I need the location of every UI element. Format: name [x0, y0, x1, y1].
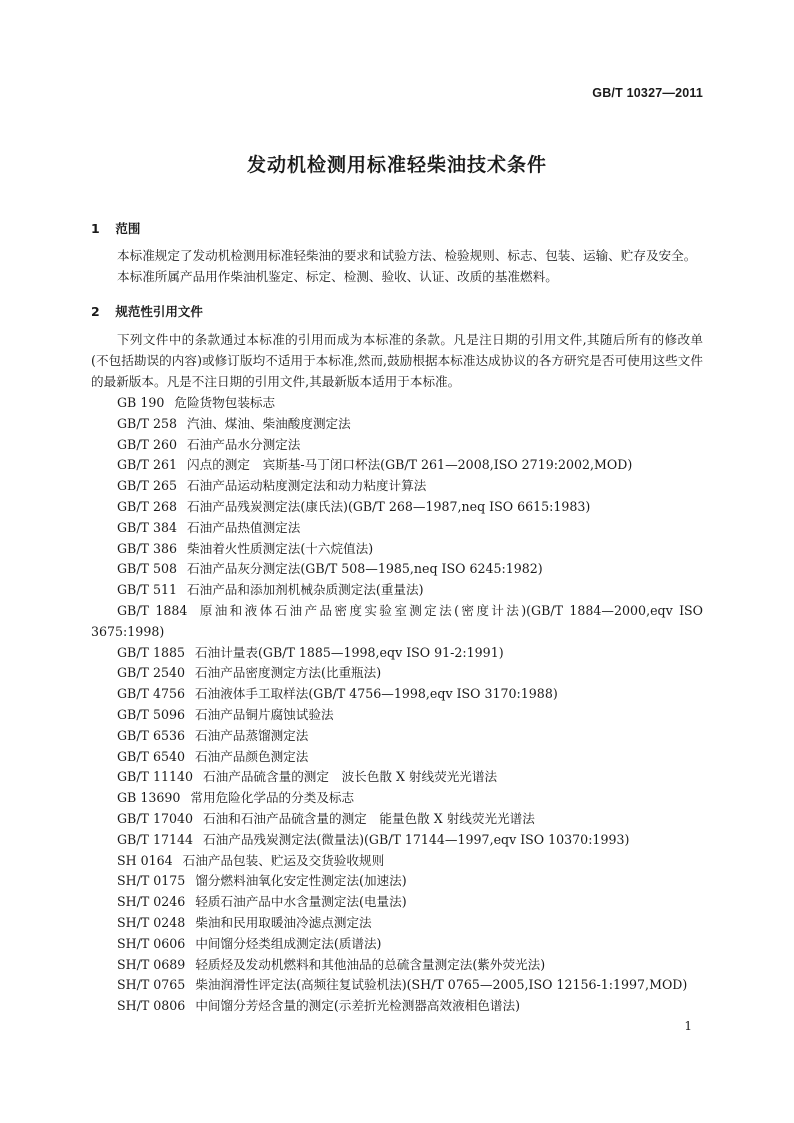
reference-code: GB/T 386 — [117, 540, 177, 556]
reference-code: SH/T 0246 — [117, 894, 186, 910]
reference-item — [91, 455, 703, 476]
reference-code: GB/T 6540 — [117, 748, 186, 764]
reference-title: 石油产品和添加剂机械杂质测定法(重量法) — [187, 582, 424, 598]
reference-title: 石油产品颜色测定法 — [195, 748, 309, 764]
reference-code: SH/T 0606 — [117, 935, 186, 951]
reference-code: GB/T 6536 — [117, 727, 186, 743]
reference-title: 中间馏分烃类组成测定法(质谱法) — [195, 935, 382, 951]
reference-code: GB/T 384 — [117, 519, 177, 535]
reference-code: GB/T 2540 — [117, 665, 186, 681]
reference-item — [91, 726, 703, 747]
reference-title: 石油液体手工取样法(GB/T 4756—1998,eqv ISO 3170:1988) — [195, 686, 558, 702]
reference-title: 石油和石油产品硫含量的测定 能量色散 X 射线荧光光谱法 — [203, 810, 535, 826]
reference-item — [91, 559, 703, 580]
reference-title: 石油计量表(GB/T 1885—1998,eqv ISO 91-2:1991) — [195, 644, 504, 660]
reference-item — [91, 934, 703, 955]
section-1-title: 范围 — [115, 221, 141, 236]
reference-code: SH/T 0248 — [117, 914, 186, 930]
reference-code: GB/T 5096 — [117, 706, 186, 722]
reference-title: 柴油润滑性评定法(高频往复试验机法)(SH/T 0765—2005,ISO 12156-1:1997,MOD) — [195, 977, 688, 993]
reference-code: GB/T 265 — [117, 478, 177, 494]
reference-item — [91, 830, 703, 851]
reference-code: GB/T 1885 — [117, 644, 186, 660]
reference-code: GB/T 268 — [117, 498, 177, 514]
reference-item — [91, 643, 703, 664]
reference-item — [91, 393, 703, 414]
reference-title: 石油产品残炭测定法(康氏法)(GB/T 268—1987,neq ISO 6615:1983) — [187, 498, 591, 514]
reference-item — [91, 476, 703, 497]
reference-item — [91, 539, 703, 560]
reference-code: GB/T 17040 — [117, 810, 194, 826]
reference-code: SH/T 0806 — [117, 998, 186, 1014]
reference-code: SH/T 0689 — [117, 956, 186, 972]
section-1-number: 1 — [91, 221, 100, 236]
reference-item — [91, 851, 703, 872]
reference-title: 柴油和民用取暖油冷滤点测定法 — [195, 914, 372, 930]
reference-code: GB/T 258 — [117, 415, 177, 431]
reference-item — [91, 580, 703, 601]
reference-title: 石油产品包装、贮运及交货验收规则 — [182, 852, 385, 868]
reference-code: SH/T 0765 — [117, 977, 186, 993]
standard-code: GB/T 10327—2011 — [592, 86, 703, 100]
reference-code: SH/T 0175 — [117, 873, 186, 889]
section-2-number: 2 — [91, 304, 100, 319]
reference-item — [91, 747, 703, 768]
reference-item — [91, 518, 703, 539]
reference-list — [91, 393, 703, 1017]
reference-code: GB 13690 — [117, 790, 181, 806]
reference-code: SH 0164 — [117, 852, 173, 868]
reference-code: GB/T 4756 — [117, 686, 186, 702]
reference-title: 常用危险化学品的分类及标志 — [190, 790, 355, 806]
scope-paragraph-1: 本标准规定了发动机检测用标准轻柴油的要求和试验方法、检验规则、标志、包装、运输、贮存及安全。 — [117, 248, 697, 263]
reference-code: GB/T 1884 — [117, 602, 188, 618]
reference-title: 石油产品残炭测定法(微量法)(GB/T 17144—1997,eqv ISO 10370:1993) — [203, 831, 630, 847]
reference-title: 石油产品水分测定法 — [187, 436, 301, 452]
reference-code: GB/T 260 — [117, 436, 177, 452]
reference-item — [91, 435, 703, 456]
reference-code: GB/T 511 — [117, 582, 177, 598]
reference-item — [91, 767, 703, 788]
reference-title: 柴油着火性质测定法(十六烷值法) — [187, 540, 374, 556]
section-1-heading — [91, 219, 140, 237]
reference-title: 闪点的测定 宾斯基-马丁闭口杯法(GB/T 261—2008,ISO 2719:2002,MOD) — [187, 457, 633, 473]
reference-title: 原油和液体石油产品密度实验室测定法(密度计法)(GB/T 1884—2000,eqv ISO 3675:1998) — [91, 602, 703, 639]
reference-title: 石油产品铜片腐蚀试验法 — [195, 706, 334, 722]
reference-item — [91, 975, 703, 996]
section-2-heading — [91, 302, 203, 320]
reference-item — [91, 788, 703, 809]
reference-title: 馏分燃料油氧化安定性测定法(加速法) — [195, 873, 407, 889]
section-2-title: 规范性引用文件 — [115, 304, 203, 319]
reference-code: GB 190 — [117, 395, 165, 410]
reference-item — [91, 913, 703, 934]
reference-item — [91, 871, 703, 892]
reference-item — [91, 892, 703, 913]
reference-title: 石油产品运动粘度测定法和动力粘度计算法 — [187, 478, 427, 494]
reference-title: 石油产品热值测定法 — [187, 519, 301, 535]
document-title: 发动机检测用标准轻柴油技术条件 — [246, 154, 547, 176]
reference-title: 石油产品密度测定方法(比重瓶法) — [195, 665, 382, 681]
reference-code: GB/T 508 — [117, 561, 177, 577]
reference-item — [91, 497, 703, 518]
reference-title: 轻质石油产品中水含量测定法(电量法) — [195, 894, 407, 910]
reference-title: 危险货物包装标志 — [174, 395, 276, 410]
reference-item — [91, 996, 703, 1017]
reference-title: 石油产品蒸馏测定法 — [195, 727, 309, 743]
reference-title: 石油产品灰分测定法(GB/T 508—1985,neq ISO 6245:1982) — [187, 561, 543, 577]
references-intro: 下列文件中的条款通过本标准的引用而成为本标准的条款。凡是注日期的引用文件,其随后所有的修改单(不包括勘误的内容)或修订版均不适用于本标准,然而,鼓励根据本标准达成协议的各方研究是否可使用这些文件的最新版本。凡是不注日期的引用文件,其最新版本适用于本标准。 — [91, 332, 703, 389]
reference-item — [91, 663, 703, 684]
reference-item — [91, 705, 703, 726]
reference-title: 石油产品硫含量的测定 波长色散 X 射线荧光光谱法 — [203, 769, 498, 785]
reference-code: GB/T 261 — [117, 457, 177, 473]
reference-title: 轻质烃及发动机燃料和其他油品的总硫含量测定法(紫外荧光法) — [195, 956, 546, 972]
reference-code: GB/T 11140 — [117, 769, 194, 785]
reference-item — [91, 414, 703, 435]
scope-paragraph-2: 本标准所属产品用作柴油机鉴定、标定、检测、验收、认证、改质的基准燃料。 — [117, 269, 558, 284]
reference-code: GB/T 17144 — [117, 831, 194, 847]
reference-item — [91, 601, 703, 643]
page-number: 1 — [684, 1019, 692, 1033]
reference-title: 汽油、煤油、柴油酸度测定法 — [187, 415, 351, 431]
reference-item — [91, 684, 703, 705]
reference-item — [91, 955, 703, 976]
reference-item — [91, 809, 703, 830]
reference-title: 中间馏分芳烃含量的测定(示差折光检测器高效液相色谱法) — [195, 998, 520, 1014]
